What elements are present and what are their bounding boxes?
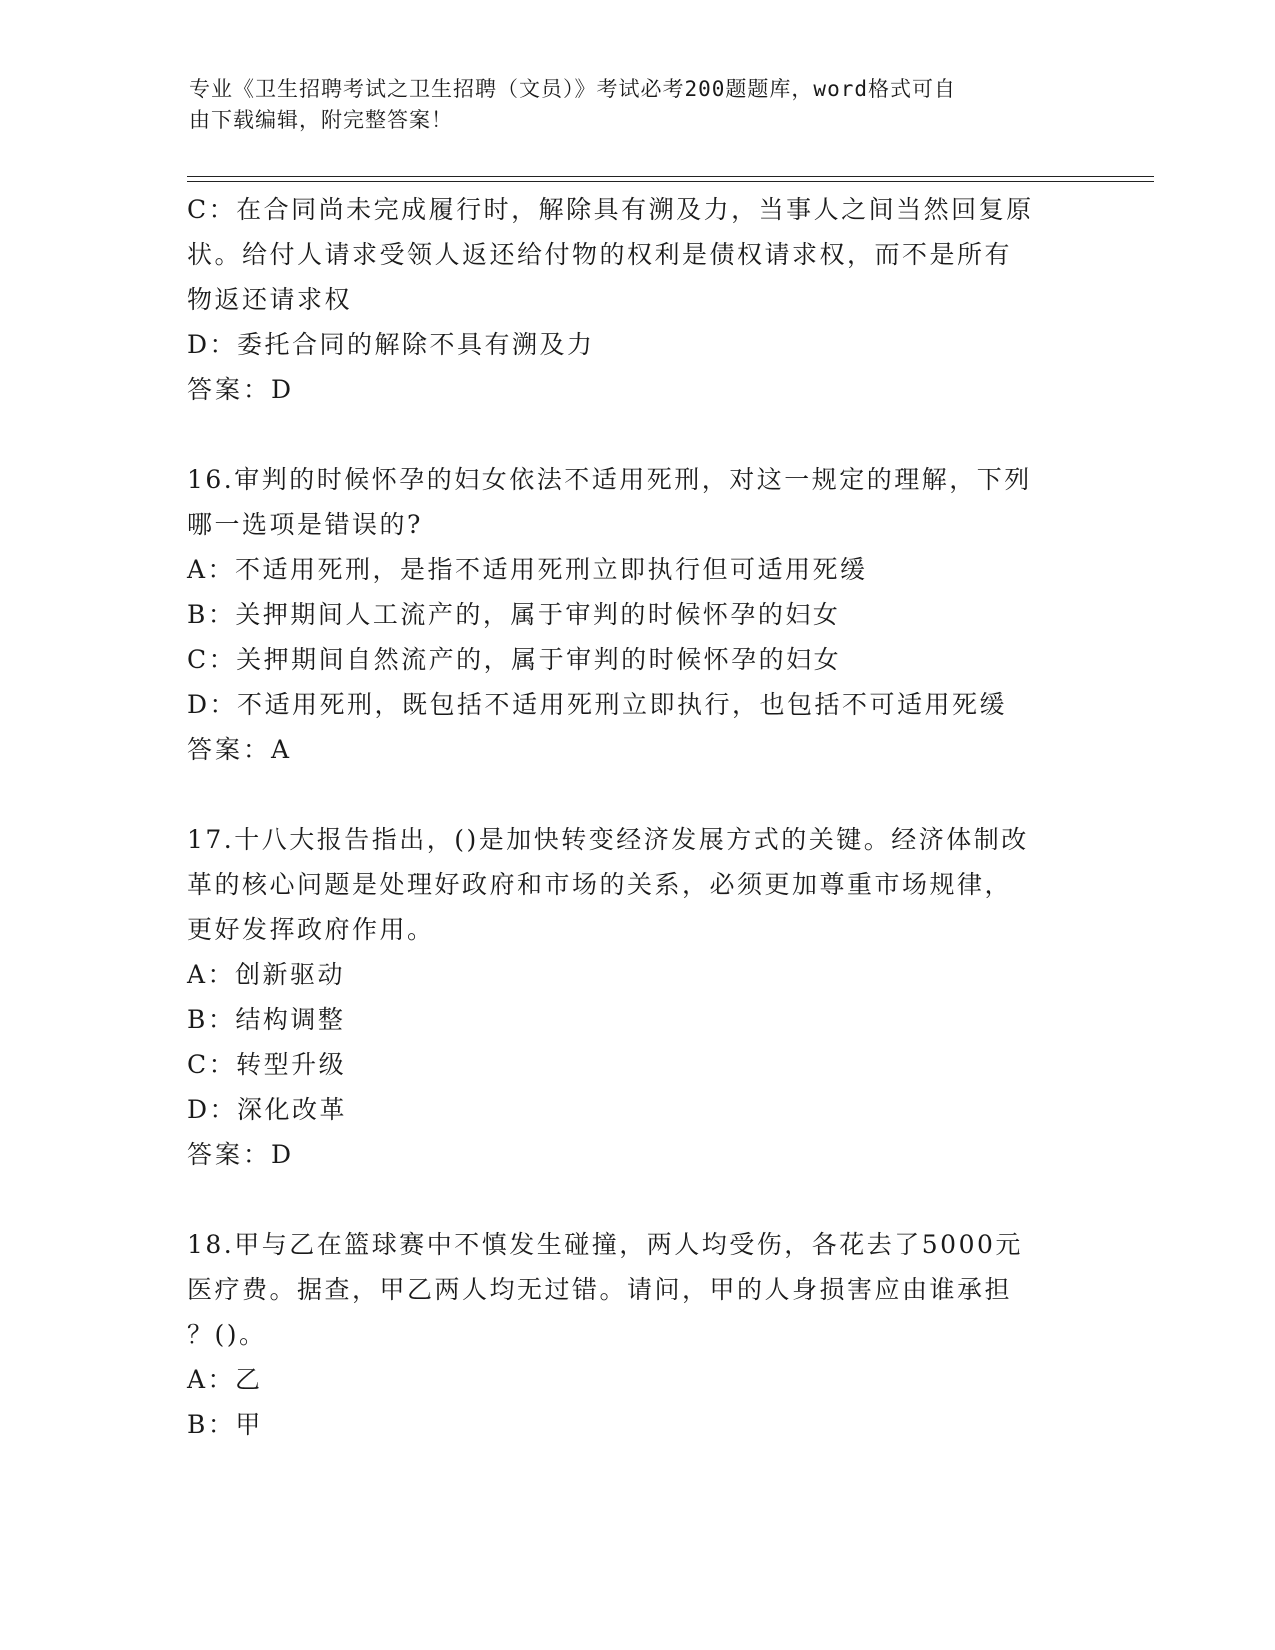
question-17-option-c: C：转型升级	[187, 1050, 347, 1079]
question-15-answer: 答案：D	[187, 375, 295, 404]
question-18-stem: ？()。	[187, 1320, 267, 1349]
question-17-option-b: B：结构调整	[187, 1005, 346, 1034]
question-15-option-d: D：委托合同的解除不具有溯及力	[187, 330, 595, 359]
question-18-option-a: A：乙	[187, 1365, 263, 1394]
question-17-stem: 17.十八大报告指出，()是加快转变经济发展方式的关键。经济体制改	[187, 825, 1029, 854]
question-15-option-c: C：在合同尚未完成履行时，解除具有溯及力，当事人之间当然回复原	[187, 195, 1034, 224]
question-17-option-a: A：创新驱动	[187, 960, 346, 989]
header-divider	[187, 176, 1154, 177]
question-17-answer: 答案：D	[187, 1140, 295, 1169]
question-17-stem: 革的核心问题是处理好政府和市场的关系，必须更加尊重市场规律，	[187, 870, 1013, 899]
question-18-option-b: B：甲	[187, 1410, 263, 1439]
question-18-stem: 医疗费。据查，甲乙两人均无过错。请问，甲的人身损害应由谁承担	[187, 1275, 1013, 1304]
question-18-stem: 18.甲与乙在篮球赛中不慎发生碰撞，两人均受伤，各花去了5000元	[187, 1230, 1023, 1259]
question-16-stem: 16.审判的时候怀孕的妇女依法不适用死刑，对这一规定的理解，下列	[187, 465, 1032, 494]
document-header	[189, 74, 1069, 136]
question-16-option-d: D：不适用死刑，既包括不适用死刑立即执行，也包括不可适用死缓	[187, 690, 1008, 719]
header-line: 专业《卫生招聘考试之卫生招聘（文员）》考试必考200题题库，word格式可自	[189, 77, 956, 101]
header-divider	[187, 181, 1154, 182]
question-17-stem: 更好发挥政府作用。	[187, 915, 435, 944]
question-17-option-d: D：深化改革	[187, 1095, 348, 1124]
question-16-option-b: B：关押期间人工流产的，属于审判的时候怀孕的妇女	[187, 600, 841, 629]
question-16-option-a: A：不适用死刑，是指不适用死刑立即执行但可适用死缓	[187, 555, 868, 584]
header-line: 由下载编辑，附完整答案！	[189, 108, 453, 132]
question-15-option-c: 状。给付人请求受领人返还给付物的权利是债权请求权，而不是所有	[187, 240, 1013, 269]
question-16-stem: 哪一选项是错误的?	[187, 510, 423, 539]
question-15-option-c: 物返还请求权	[187, 285, 353, 314]
question-16-answer: 答案：A	[187, 735, 293, 764]
question-16-option-c: C：关押期间自然流产的，属于审判的时候怀孕的妇女	[187, 645, 842, 674]
